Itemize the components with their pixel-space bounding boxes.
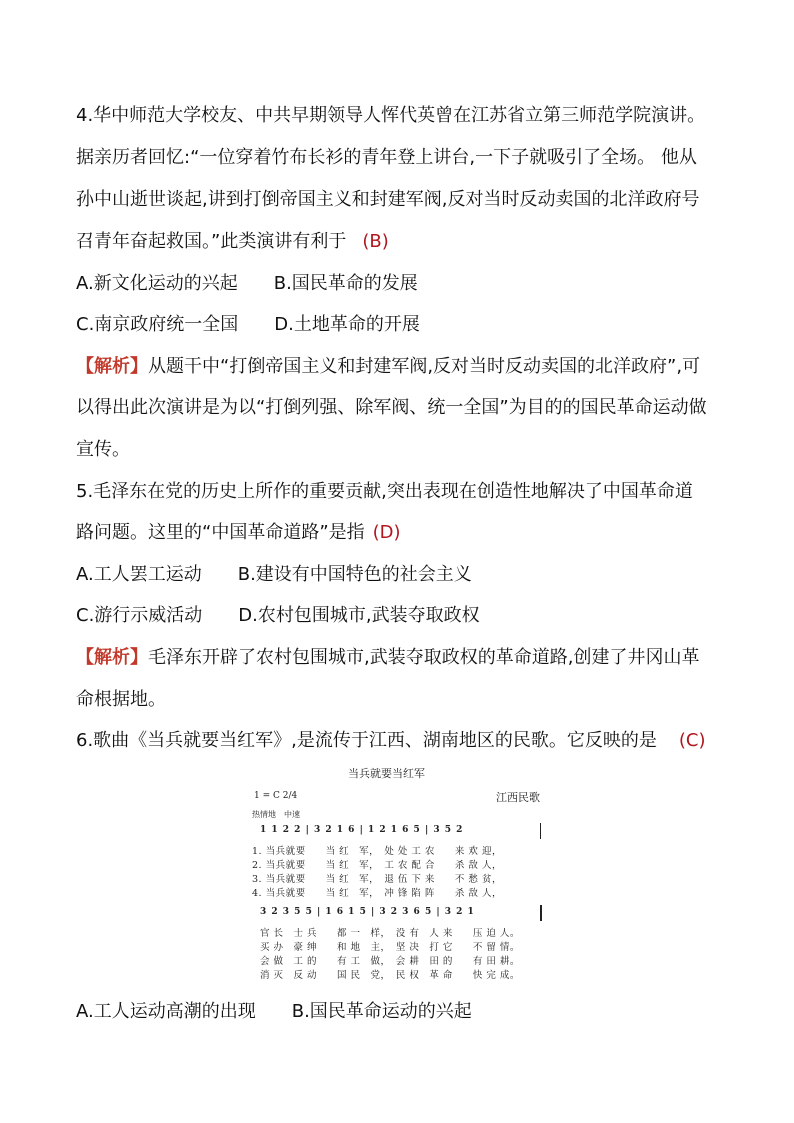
q4-analysis-line-3: 宣传。 — [76, 439, 130, 460]
q4-options-row-1: A.新文化运动的兴起 B.国民革命的发展 — [76, 273, 418, 294]
song-score-figure — [248, 765, 548, 990]
q4-stem-line-3: 孙中山逝世谈起,讲到打倒帝国主义和封建军阀,反对当时反动卖国的北洋政府号 — [76, 189, 700, 210]
q6-stem-line-1 — [76, 729, 706, 753]
score-lyric-row: 消 灭 反 动 国 民 党， 民 权 革 命 快 完 成。 — [260, 970, 520, 981]
score-lyric-row: 4. 当兵就要 当 红 军， 冲 锋 陷 阵 杀 敌 人， — [252, 888, 502, 899]
q4-answer: (B) — [362, 231, 389, 252]
q5-stem-line-1: 5.毛泽东在党的历史上所作的重要贡献,突出表现在创造性地解决了中国革命道 — [76, 481, 693, 502]
q5-options-row-1: A.工人罢工运动 B.建设有中国特色的社会主义 — [76, 564, 472, 585]
q5-answer: (D) — [372, 522, 401, 543]
score-key-signature: 1 = C 2/4 — [254, 791, 298, 801]
q5-analysis-line-1 — [76, 646, 699, 670]
score-lyric-row: 1. 当兵就要 当 红 军， 处 处 工 农 来 欢 迎， — [252, 846, 502, 857]
q5-options-row-2: C.游行示威活动 D.农村包围城市,武装夺取政权 — [76, 605, 480, 626]
q5-analysis-tag: 【解析】 — [76, 647, 148, 668]
q4-stem-line-2: 据亲历者回忆:“一位穿着竹布长衫的青年登上讲台,一下子就吸引了全场。 他从 — [76, 147, 697, 168]
q6-options-row-1: A.工人运动高潮的出现 B.国民革命运动的兴起 — [76, 1001, 472, 1022]
score-lyric-row: 官 长 士 兵 都 一 样， 没 有 人 来 压 迫 人。 — [260, 928, 520, 939]
score-bar-line — [540, 823, 541, 839]
score-lyric-row: 会 做 工 的 有 工 做， 会 耕 田 的 有 田 耕。 — [260, 956, 520, 967]
q5-stem-text: 路问题。这里的“中国革命道路”是指 — [76, 522, 365, 543]
q6-answer: (C) — [678, 730, 706, 751]
q4-stem-line-1: 4.华中师范大学校友、中共早期领导人恽代英曾在江苏省立第三师范学院演讲。 — [76, 105, 706, 126]
q5-stem-line-2 — [76, 521, 401, 545]
score-notes-line-1: 1 1 2 2 | 3 2 1 6 | 1 2 1 6 5 | 3 5 2 — [260, 825, 464, 835]
q4-stem-line-4 — [76, 230, 389, 254]
q4-analysis-text-1: 从题干中“打倒帝国主义和封建军阀,反对当时反动卖国的北洋政府”,可 — [148, 356, 701, 377]
q5-analysis-line-2: 命根据地。 — [76, 689, 166, 710]
q4-analysis-line-2: 以得出此次演讲是为以“打倒列强、除军阀、统一全国”为目的的国民革命运动做 — [76, 397, 707, 418]
q4-stem-text: 召青年奋起救国。”此类演讲有利于 — [76, 231, 347, 252]
score-origin: 江西民歌 — [496, 791, 540, 804]
q5-analysis-text-1: 毛泽东开辟了农村包围城市,武装夺取政权的革命道路,创建了井冈山革 — [148, 647, 700, 668]
score-title: 当兵就要当红军 — [348, 767, 425, 780]
q4-analysis-tag: 【解析】 — [76, 356, 148, 377]
q4-options-row-2: C.南京政府统一全国 D.土地革命的开展 — [76, 314, 420, 335]
q4-analysis-line-1 — [76, 355, 700, 379]
score-tempo: 热情地 中速 — [252, 810, 300, 819]
score-lyric-row: 买 办 豪 绅 和 地 主， 坚 决 打 它 不 留 情。 — [260, 942, 520, 953]
score-lyric-row: 2. 当兵就要 当 红 军， 工 农 配 合 杀 敌 人， — [252, 860, 502, 871]
score-end-bar-line — [540, 905, 542, 921]
q6-stem-text: 6.歌曲《当兵就要当红军》,是流传于江西、湖南地区的民歌。它反映的是 — [76, 730, 657, 751]
score-notes-line-2: 3 2 3 5 5 | 1 6 1 5 | 3 2 3 6 5 | 3 2 1 — [260, 907, 475, 917]
score-lyric-row: 3. 当兵就要 当 红 军， 退 伍 下 来 不 愁 贫， — [252, 874, 502, 885]
